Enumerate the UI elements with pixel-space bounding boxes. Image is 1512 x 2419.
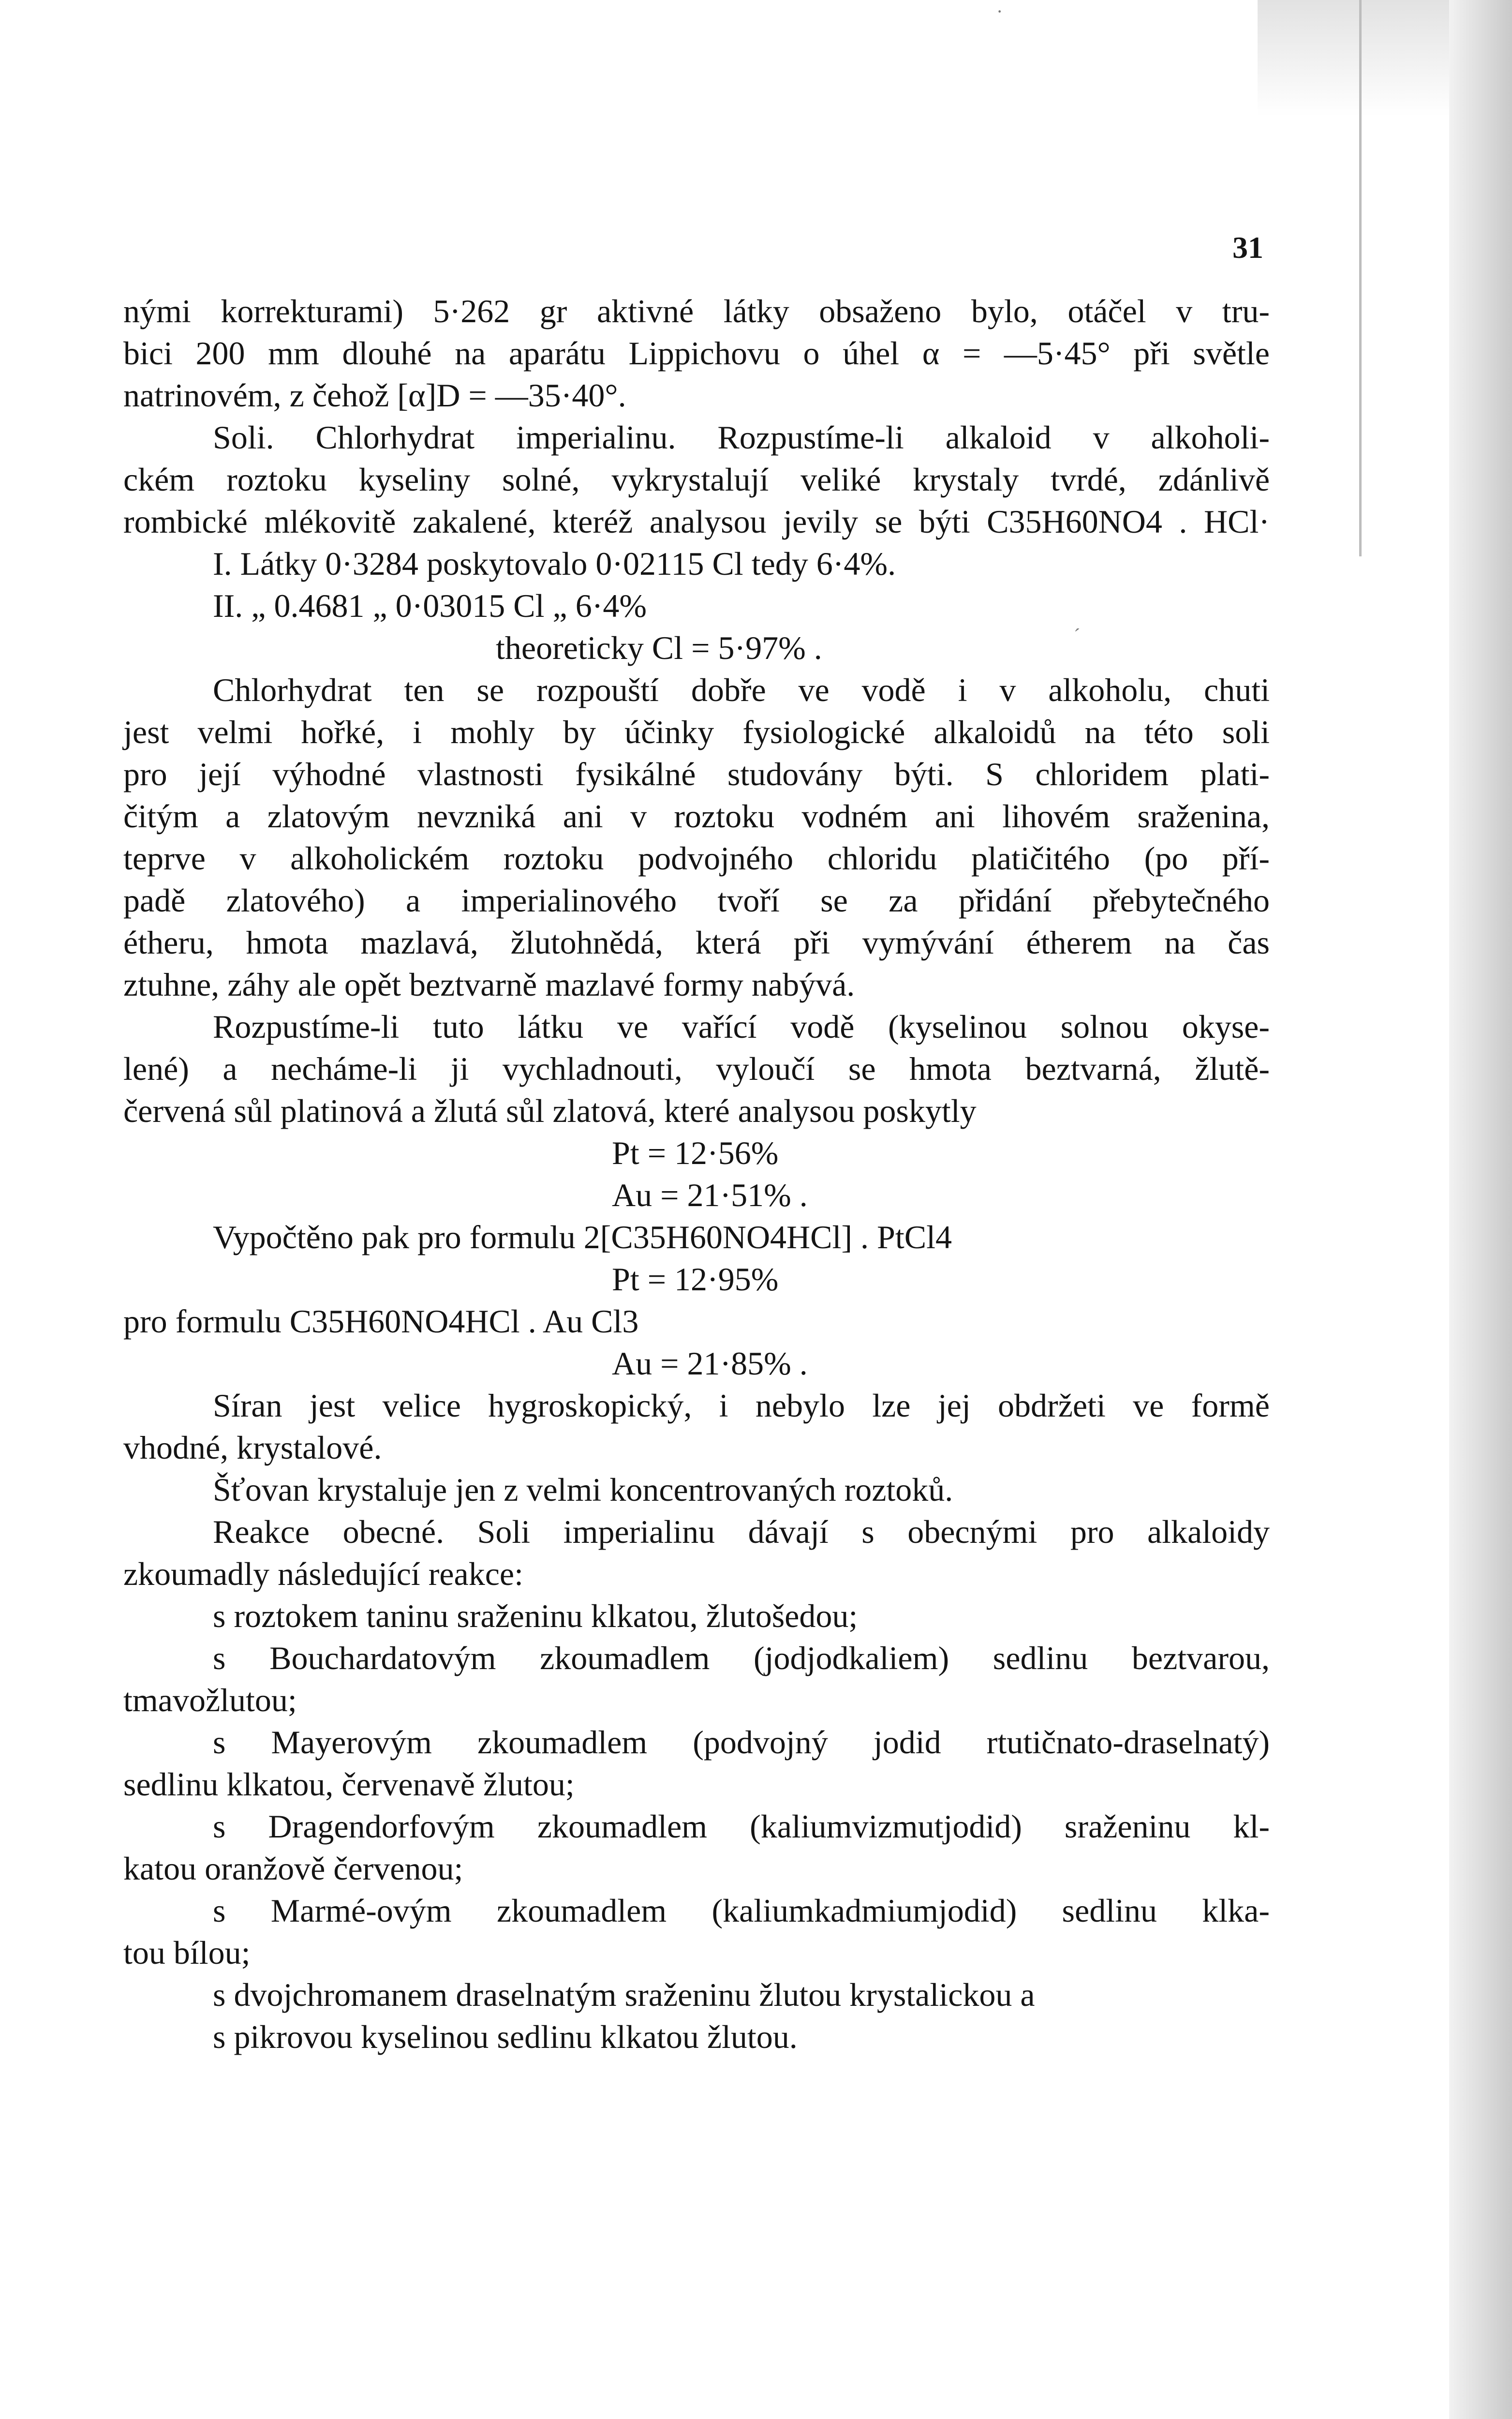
text-line: ckém roztoku kyseliny solné, vykrystalují veliké krystaly tvrdé, zdánlivě <box>123 461 1270 498</box>
measurement-row: I. Látky 0·3284 poskytovalo 0·02115 Cl tedy 6·4%. <box>213 545 896 582</box>
reaction-item: sedlinu klkatou, červenavě žlutou; <box>123 1766 575 1803</box>
text-line: červená sůl platinová a žlutá sůl zlatová, které analysou poskytly <box>123 1092 977 1129</box>
page-text <box>123 290 1270 2058</box>
reaction-item: tou bílou; <box>123 1934 251 1971</box>
text-line: Chlorhydrat ten se rozpouští dobře ve vodě i v alkoholu, chuti <box>213 672 1270 708</box>
text-line: natrinovém, z čehož [α]D = —35·40°. <box>123 377 626 414</box>
text-line: ztuhne, záhy ale opět beztvarně mazlavé formy nabývá. <box>123 966 855 1003</box>
scan-mark: ˊ <box>1074 625 1081 646</box>
formula-line: Pt = 12·56% <box>612 1135 779 1171</box>
text-line: rombické mlékovitě zakalené, kteréž analysou jevily se býti C35H60NO4 . HCl· <box>123 503 1270 540</box>
formula-line: Vypočtěno pak pro formulu 2[C35H60NO4HCl] . PtCl4 <box>213 1219 952 1255</box>
formula-line: Au = 21·51% . <box>612 1177 808 1213</box>
formula-line: pro formulu C35H60NO4HCl . Au Cl3 <box>123 1303 639 1340</box>
text-line: étheru, hmota mazlavá, žlutohnědá, která při vymývání étherem na čas <box>123 924 1270 961</box>
reaction-item: s Dragendorfovým zkoumadlem (kaliumvizmutjodid) sraženinu kl- <box>213 1808 1270 1845</box>
text-line: teprve v alkoholickém roztoku podvojného chloridu platičitého (po pří- <box>123 840 1270 877</box>
text-line: bici 200 mm dlouhé na aparátu Lippichovu o úhel α = —5·45° při světle <box>123 335 1270 372</box>
text-line: zkoumadly následující reakce: <box>123 1555 523 1592</box>
text-line: Rozpustíme-li tuto látku ve vařící vodě (kyselinou solnou okyse- <box>213 1008 1270 1045</box>
text-line: Reakce obecné. Soli imperialinu dávají s obecnými pro alkaloidy <box>213 1513 1270 1550</box>
text-line: Soli. Chlorhydrat imperialinu. Rozpustíme-li alkaloid v alkoholi- <box>213 419 1270 456</box>
reaction-item: katou oranžově červenou; <box>123 1850 463 1887</box>
page-number: 31 <box>1232 230 1263 265</box>
text-line: lené) a necháme-li ji vychladnouti, vyloučí se hmota beztvarná, žlutě- <box>123 1050 1270 1087</box>
scan-fold-line <box>1359 0 1362 556</box>
reaction-item: s roztokem taninu sraženinu klkatou, žlutošedou; <box>213 1598 858 1634</box>
text-line: vhodné, krystalové. <box>123 1429 382 1466</box>
theoretical-value: theoreticky Cl = 5·97% . <box>496 629 822 666</box>
scan-right-edge <box>1449 0 1512 2419</box>
measurement-row: II. „ 0.4681 „ 0·03015 Cl „ 6·4% <box>213 587 647 624</box>
text-line: Šťovan krystaluje jen z velmi koncentrovaných roztoků. <box>213 1471 953 1508</box>
reaction-item: s Bouchardatovým zkoumadlem (jodjodkaliem) sedlinu beztvarou, <box>213 1640 1270 1676</box>
reaction-item: tmavožlutou; <box>123 1682 297 1718</box>
formula-line: Pt = 12·95% <box>612 1261 779 1298</box>
reaction-item: s Mayerovým zkoumadlem (podvojný jodid rtutičnato-draselnatý) <box>213 1724 1270 1761</box>
text-line: nými korrekturami) 5·262 gr aktivné látky obsaženo bylo, otáčel v tru- <box>123 293 1270 329</box>
text-line: padě zlatového) a imperialinového tvoří se za přidání přebytečného <box>123 882 1270 919</box>
text-line: čitým a zlatovým nevzniká ani v roztoku vodném ani lihovém sraženina, <box>123 798 1270 835</box>
reaction-item: s pikrovou kyselinou sedlinu klkatou žlutou. <box>213 2018 798 2055</box>
text-line: jest velmi hořké, i mohly by účinky fysiologické alkaloidů na této soli <box>123 714 1270 750</box>
formula-line: Au = 21·85% . <box>612 1345 808 1382</box>
text-line: pro její výhodné vlastnosti fysikálné studovány býti. S chloridem plati- <box>123 756 1270 792</box>
reaction-item: s Marmé-ovým zkoumadlem (kaliumkadmiumjodid) sedlinu klka- <box>213 1892 1270 1929</box>
text-line: Síran jest velice hygroskopický, i nebylo lze jej obdržeti ve formě <box>213 1387 1270 1424</box>
reaction-item: s dvojchromanem draselnatým sraženinu žlutou krystalickou a <box>213 1976 1035 2013</box>
scan-mark: · <box>996 0 1003 22</box>
